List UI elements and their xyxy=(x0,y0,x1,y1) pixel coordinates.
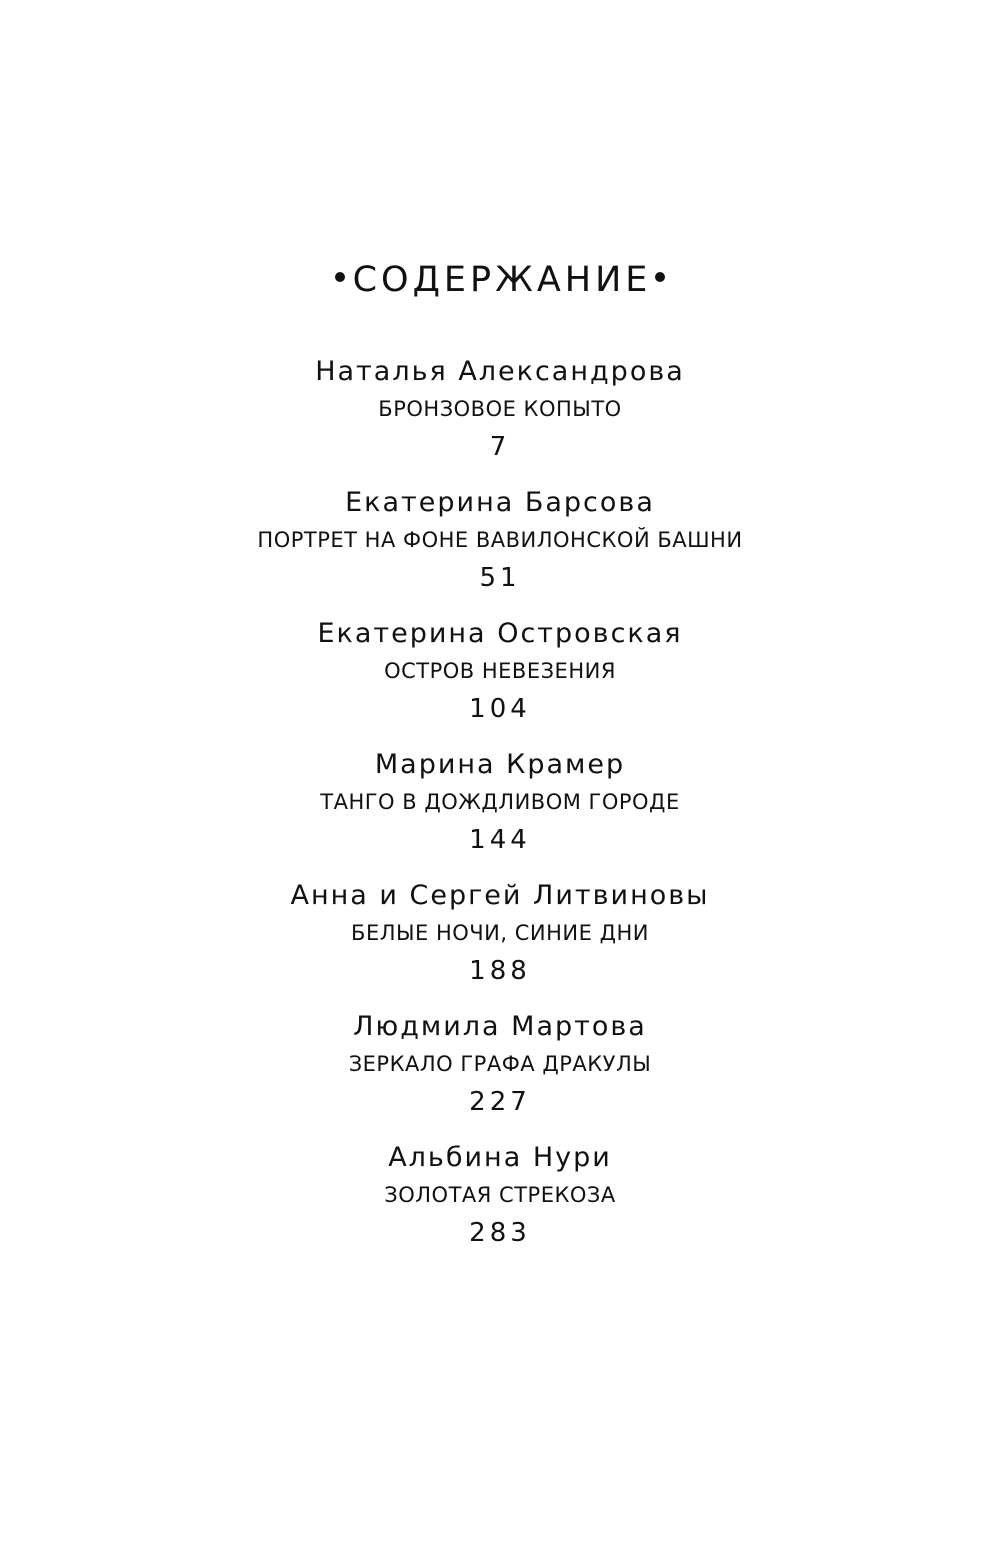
toc-entry xyxy=(0,352,1000,483)
entry-page-number: 188 xyxy=(469,956,531,986)
toc-heading-text: СОДЕРЖАНИЕ xyxy=(352,260,652,301)
entry-page-number: 51 xyxy=(479,563,521,593)
entry-author: Анна и Сергей Литвиновы xyxy=(290,880,710,911)
toc-heading xyxy=(0,255,1000,305)
entry-page-number: 7 xyxy=(489,432,511,462)
toc-entry xyxy=(0,1007,1000,1138)
entry-author: Марина Крамер xyxy=(374,749,626,780)
toc-entry xyxy=(0,614,1000,745)
toc-entry xyxy=(0,483,1000,614)
entry-author: Людмила Мартова xyxy=(353,1011,647,1042)
entry-title: ТАНГО В ДОЖДЛИВОМ ГОРОДЕ xyxy=(320,790,680,814)
toc-entry xyxy=(0,1138,1000,1269)
entry-title: ЗОЛОТАЯ СТРЕКОЗА xyxy=(384,1183,616,1207)
entry-title: ЗЕРКАЛО ГРАФА ДРАКУЛЫ xyxy=(348,1052,652,1076)
entry-author: Екатерина Барсова xyxy=(345,487,655,518)
bullet-icon xyxy=(335,272,345,282)
entry-author: Альбина Нури xyxy=(388,1142,612,1173)
toc-entry xyxy=(0,876,1000,1007)
entry-title: ОСТРОВ НЕВЕЗЕНИЯ xyxy=(384,659,616,683)
entry-author: Наталья Александрова xyxy=(315,356,685,387)
entry-title: ПОРТРЕТ НА ФОНЕ ВАВИЛОНСКОЙ БАШНИ xyxy=(257,528,743,552)
entry-page-number: 144 xyxy=(469,825,531,855)
entry-page-number: 227 xyxy=(469,1087,531,1117)
entry-title: БЕЛЫЕ НОЧИ, СИНИЕ ДНИ xyxy=(351,921,649,945)
entry-page-number: 104 xyxy=(469,694,531,724)
toc-list xyxy=(0,352,1000,1269)
entry-page-number: 283 xyxy=(469,1218,531,1248)
entry-author: Екатерина Островская xyxy=(317,618,683,649)
toc-entry xyxy=(0,745,1000,876)
bullet-icon xyxy=(655,272,665,282)
entry-title: БРОНЗОВОЕ КОПЫТО xyxy=(378,397,622,421)
